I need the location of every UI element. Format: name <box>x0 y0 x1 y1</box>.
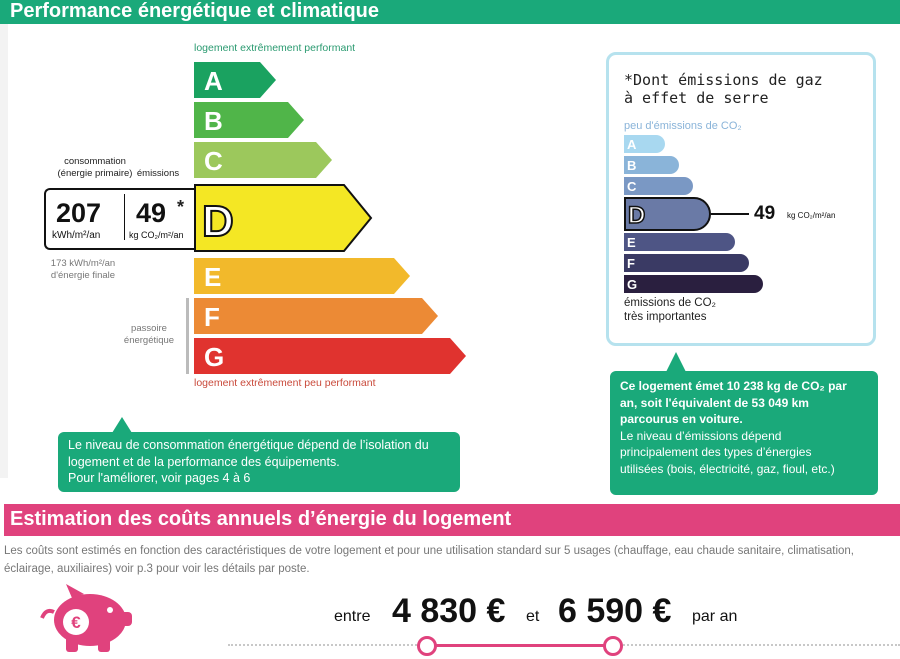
consumption-label: consommation (énergie primaire) <box>57 156 133 179</box>
cost-min-marker <box>417 636 437 656</box>
top-performance-label: logement extrêmement performant <box>194 42 356 54</box>
energy-class-a <box>194 62 278 98</box>
energy-class-c <box>194 142 334 178</box>
svg-text:F: F <box>204 302 220 332</box>
energy-class-g <box>194 338 468 374</box>
cost-max-value: 6 590 € <box>558 592 672 630</box>
consumption-value: 207 <box>56 198 102 228</box>
ghg-unit: kg CO₂/m²/an <box>787 211 836 220</box>
energy-class-b <box>194 102 306 138</box>
energy-section-title: Performance énergétique et climatique <box>10 0 380 22</box>
piggy-bank-icon <box>36 582 140 659</box>
svg-text:C: C <box>204 146 223 176</box>
energy-class-d-selected <box>194 184 374 257</box>
cost-max-marker <box>603 636 623 656</box>
emissions-value: 49 <box>136 198 167 228</box>
cost-section-title: Estimation des coûts annuels d’énergie du logement <box>10 508 512 530</box>
box-separator <box>124 194 125 240</box>
energy-class-e <box>194 258 412 294</box>
callout-left-pointer <box>112 417 132 433</box>
cost-between-label: entre <box>334 608 371 625</box>
emissions-asterisk: * <box>177 197 185 217</box>
ghg-low-label: peu d'émissions de CO₂ <box>624 120 742 132</box>
consumption-unit: kWh/m²/an <box>52 230 101 241</box>
cost-per-year-label: par an <box>692 608 738 625</box>
passoire-label: passoire énergétique <box>123 323 175 346</box>
svg-text:F: F <box>627 256 635 271</box>
ghg-high-label: émissions de CO₂ très importantes <box>624 297 717 323</box>
ghg-class-d-selected <box>624 197 714 236</box>
cost-range-bar <box>428 644 614 647</box>
ghg-value: 49 <box>754 203 776 224</box>
svg-text:D: D <box>202 197 234 246</box>
svg-text:B: B <box>627 158 637 173</box>
svg-text:B: B <box>204 106 223 136</box>
svg-text:A: A <box>204 66 223 96</box>
svg-text:A: A <box>627 137 637 152</box>
svg-text:E: E <box>204 262 222 292</box>
passoire-bracket <box>186 298 189 374</box>
callout-right-pointer <box>666 352 686 372</box>
bottom-performance-label: logement extrêmement peu performant <box>194 377 376 389</box>
cost-description: Les coûts sont estimés en fonction des caractéristiques de votre logement et pour une utilisation standard sur 5 usages (chauffage, eau chaude sanitaire, climatisation, éclairage, auxiliaires) voir p.3 pour voir les détails par poste. <box>4 545 855 575</box>
svg-text:G: G <box>627 277 638 292</box>
cost-min-value: 4 830 € <box>392 592 506 630</box>
final-energy-note: 173 kWh/m²/an d'énergie finale <box>50 258 116 281</box>
energy-class-f <box>194 298 440 334</box>
svg-text:E: E <box>627 235 636 250</box>
cost-and-label: et <box>526 608 540 625</box>
svg-text:D: D <box>628 202 646 229</box>
emissions-label: émissions <box>136 168 180 179</box>
svg-text:C: C <box>627 179 637 194</box>
callout-left: Le niveau de consommation énergétique dépend de l’isolation du logement et de la performance des équipements. Pour l'améliorer, voir pages 4 à 6 <box>58 432 460 492</box>
emissions-unit: kg CO₂/m²/an <box>129 230 184 240</box>
svg-text:€: € <box>71 613 81 632</box>
svg-text:G: G <box>204 342 225 372</box>
callout-right: Ce logement émet 10 238 kg de CO₂ par an, soit l'équivalent de 53 049 km parcourus en voiture. Le niveau d’émissions dépend principalement des types d’énergies utilisées (bois, électricité, gaz, fioul, etc.) <box>610 371 878 495</box>
ghg-title: *Dont émissions de gaz à effet de serre <box>624 71 823 107</box>
ghg-pointer-line <box>711 213 749 215</box>
